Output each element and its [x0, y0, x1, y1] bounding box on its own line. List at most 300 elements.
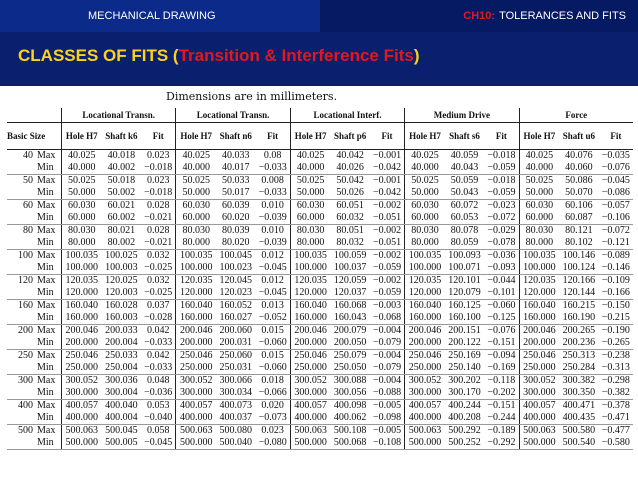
table-cell: 0.018 [261, 375, 284, 386]
table-cell: 300.170 [445, 387, 485, 400]
max-label: Max [37, 150, 56, 161]
table-cell: 80.030 [176, 225, 216, 238]
table-cell: 40.043 [445, 162, 485, 175]
table-cell: 250.004 [102, 362, 142, 375]
table-cell: −0.033 [255, 162, 290, 175]
table-cell: 60.000 [62, 212, 102, 225]
table-cell: 300.052 [519, 375, 559, 388]
table-cell: −0.089 [601, 250, 630, 261]
table-cell: 120.166 [562, 275, 596, 286]
table-cell: 50.017 [216, 187, 256, 200]
table-cell: 40.042 [336, 150, 364, 161]
table-cell: −0.109 [601, 275, 630, 286]
table-cell: 50.070 [559, 187, 599, 200]
table-cell: 200.000 [519, 337, 559, 350]
table-cell: 100.000 [405, 262, 445, 275]
table-cell: 160.000 [290, 312, 330, 325]
table-cell: −0.039 [255, 237, 290, 250]
table-cell: −0.076 [487, 325, 516, 336]
table-cell: 300.052 [290, 375, 330, 388]
table-cell: −0.121 [599, 237, 633, 250]
table-cell: 200.122 [445, 337, 485, 350]
table-cell: 160.125 [448, 300, 481, 311]
slide-title [18, 46, 420, 66]
table-cell: 250.284 [559, 362, 599, 375]
column-header-row [7, 123, 633, 150]
table-cell: 60.032 [330, 212, 370, 225]
table-cell: −0.001 [372, 150, 402, 161]
max-label: Max [37, 175, 56, 186]
basic-size-spacer [7, 108, 62, 123]
table-cell: 400.000 [519, 412, 559, 425]
table-cell: 200.000 [176, 337, 216, 350]
table-cell: 80.032 [330, 237, 370, 250]
table-cell: 40.025 [405, 150, 445, 163]
table-cell: 50.002 [102, 187, 142, 200]
table-cell: 40.026 [330, 162, 370, 175]
table-cell: −0.051 [370, 212, 405, 225]
table-cell: −0.039 [255, 212, 290, 225]
table-cell: 160.040 [519, 300, 559, 313]
table-cell: 50.000 [290, 187, 330, 200]
table-cell: 160.068 [333, 300, 367, 311]
table-cell: 300.052 [176, 375, 216, 388]
table-cell: 60.021 [107, 200, 136, 211]
table-cell: −0.021 [141, 212, 176, 225]
table-cell: 80.000 [405, 237, 445, 250]
table-cell: 40.059 [450, 150, 479, 161]
table-cell: −0.072 [601, 225, 630, 236]
table-cell: 500.063 [405, 425, 445, 438]
table-cell: 120.023 [216, 287, 256, 300]
table-cell: −0.292 [484, 437, 519, 450]
table-cell: 100.035 [176, 250, 216, 263]
table-cell: 50.000 [176, 187, 216, 200]
min-label: Min [37, 287, 62, 300]
table-cell: −0.002 [372, 200, 402, 211]
table-cell: 400.000 [290, 412, 330, 425]
table-cell: 0.037 [146, 300, 170, 311]
table-cell: −0.072 [484, 212, 519, 225]
table-cell: −0.125 [484, 312, 519, 325]
table-cell: 250.060 [219, 350, 252, 361]
table-cell: 500.063 [176, 425, 216, 438]
table-cell: 100.000 [519, 262, 559, 275]
table-cell: 0.028 [146, 200, 170, 211]
basic-size-cell: 160 [18, 300, 33, 311]
basic-size-cell [7, 362, 37, 375]
table-cell: 80.030 [290, 225, 330, 238]
table-cell: 50.026 [330, 187, 370, 200]
min-label: Min [37, 412, 62, 425]
table-cell: −0.021 [141, 237, 176, 250]
basic-size-cell: 200 [18, 325, 33, 336]
table-cell: 50.042 [336, 175, 364, 186]
table-cell: 100.037 [330, 262, 370, 275]
table-cell: 400.040 [105, 400, 138, 411]
max-label: Max [37, 225, 56, 236]
table-cell: −0.098 [370, 412, 405, 425]
table-cell: −0.118 [487, 375, 516, 386]
table-cell: 0.048 [146, 375, 170, 386]
table-cell: 500.000 [176, 437, 216, 450]
table-cell: 500.005 [102, 437, 142, 450]
table-cell: 400.000 [62, 412, 102, 425]
table-cell: 500.063 [62, 425, 102, 438]
column-header: Hole H7 [176, 123, 216, 150]
table-cell: −0.471 [599, 412, 633, 425]
table-cell: 0.015 [261, 325, 284, 336]
table-row [7, 287, 633, 300]
table-cell: −0.298 [601, 375, 630, 386]
min-label: Min [37, 312, 62, 325]
table-cell: 400.208 [445, 412, 485, 425]
table-cell: 250.046 [62, 350, 102, 363]
table-row [7, 212, 633, 225]
table-cell: 80.000 [62, 237, 102, 250]
table-cell: 500.063 [519, 425, 559, 438]
table-cell: −0.580 [599, 437, 633, 450]
table-cell: 80.000 [176, 237, 216, 250]
table-cell: 250.046 [290, 350, 330, 363]
fits-table [7, 108, 633, 450]
table-cell: 40.025 [176, 150, 216, 163]
table-cell: 400.057 [405, 400, 445, 413]
column-header: Fit [370, 123, 405, 150]
table-cell: 100.045 [219, 250, 252, 261]
table-cell: 200.079 [333, 325, 367, 336]
table-cell: 160.040 [290, 300, 330, 313]
column-header: Fit [484, 123, 519, 150]
table-cell: −0.150 [601, 300, 630, 311]
table-cell: −0.094 [487, 350, 516, 361]
table-cell: 40.018 [107, 150, 136, 161]
table-cell: −0.051 [370, 237, 405, 250]
table-cell: 40.002 [102, 162, 142, 175]
min-label: Min [37, 237, 62, 250]
table-cell: −0.382 [599, 387, 633, 400]
table-cell: 250.046 [405, 350, 445, 363]
table-cell: 120.000 [519, 287, 559, 300]
table-cell: 250.046 [176, 350, 216, 363]
table-cell: 80.020 [216, 237, 256, 250]
table-cell: 60.000 [176, 212, 216, 225]
table-row [7, 187, 633, 200]
table-cell: 400.471 [562, 400, 596, 411]
table-cell: 60.051 [336, 200, 364, 211]
table-cell: 80.039 [221, 225, 250, 236]
table-cell: −0.106 [599, 212, 633, 225]
table-cell: −0.018 [141, 162, 176, 175]
table-cell: 300.056 [330, 387, 370, 400]
table-cell: 160.000 [405, 312, 445, 325]
basic-size-cell: 250 [18, 350, 33, 361]
slide-title-main: CLASSES OF FITS [18, 46, 169, 65]
table-cell: 160.003 [102, 312, 142, 325]
table-cell: 400.057 [62, 400, 102, 413]
table-row [7, 350, 633, 363]
table-cell: 250.031 [216, 362, 256, 375]
table-cell: 80.030 [519, 225, 559, 238]
table-cell: −0.004 [372, 375, 402, 386]
table-cell: 120.035 [290, 275, 330, 288]
table-row [7, 312, 633, 325]
table-cell: 400.057 [290, 400, 330, 413]
table-cell: 60.000 [405, 212, 445, 225]
min-label: Min [37, 162, 62, 175]
table-cell: 60.030 [290, 200, 330, 213]
table-cell: −0.060 [255, 362, 290, 375]
table-cell: 60.053 [445, 212, 485, 225]
column-header: Shaft u6 [559, 123, 599, 150]
table-cell: 400.435 [559, 412, 599, 425]
table-cell: 500.000 [62, 437, 102, 450]
min-label: Min [37, 337, 62, 350]
max-label: Max [37, 300, 56, 311]
table-cell: 300.202 [448, 375, 481, 386]
table-cell: 120.037 [330, 287, 370, 300]
table-cell: 100.124 [559, 262, 599, 275]
basic-size-cell [7, 162, 37, 175]
table-cell: 40.060 [559, 162, 599, 175]
table-cell: 0.08 [263, 150, 282, 161]
table-cell: 400.244 [448, 400, 481, 411]
table-cell: 100.035 [519, 250, 559, 263]
table-row [7, 237, 633, 250]
table-cell: −0.003 [372, 300, 402, 311]
max-label: Max [37, 350, 56, 361]
table-cell: 40.025 [290, 150, 330, 163]
table-cell: 160.040 [176, 300, 216, 313]
table-cell: −0.079 [370, 337, 405, 350]
table-cell: −0.057 [601, 200, 630, 211]
min-label: Min [37, 187, 62, 200]
table-row [7, 325, 633, 338]
table-row [7, 200, 633, 213]
table-cell: 500.000 [290, 437, 330, 450]
table-cell: 400.073 [219, 400, 252, 411]
table-cell: −0.202 [484, 387, 519, 400]
table-cell: −0.151 [484, 337, 519, 350]
table-cell: 200.046 [176, 325, 216, 338]
table-cell: −0.018 [141, 187, 176, 200]
group-header: Medium Drive [405, 108, 519, 123]
table-row [7, 275, 633, 288]
table-cell: −0.313 [599, 362, 633, 375]
table-cell: 0.042 [146, 325, 170, 336]
table-row [7, 337, 633, 350]
min-label: Min [37, 362, 62, 375]
table-row [7, 262, 633, 275]
table-cell: −0.004 [372, 325, 402, 336]
table-cell: −0.045 [601, 175, 630, 186]
table-cell: 120.035 [405, 275, 445, 288]
basic-size-cell [7, 237, 37, 250]
table-cell: 160.043 [330, 312, 370, 325]
basic-size-cell [7, 287, 37, 300]
table-row [7, 412, 633, 425]
table-cell: −0.146 [599, 262, 633, 275]
max-label: Max [37, 375, 56, 386]
column-header: Shaft k6 [102, 123, 142, 150]
table-cell: −0.002 [372, 225, 402, 236]
table-cell: 400.098 [333, 400, 367, 411]
table-cell: 0.013 [261, 300, 284, 311]
basic-size-cell: 100 [18, 250, 33, 261]
table-cell: 500.108 [333, 425, 367, 436]
slide-title-close-paren: ) [413, 46, 420, 65]
table-cell: 50.025 [290, 175, 330, 188]
table-cell: 500.292 [448, 425, 481, 436]
table-cell: 250.033 [105, 350, 138, 361]
title-bar [0, 32, 638, 86]
table-cell: −0.066 [255, 387, 290, 400]
table-cell: 80.078 [450, 225, 479, 236]
table-cell: −0.169 [484, 362, 519, 375]
table-cell: 60.000 [519, 212, 559, 225]
table-cell: 120.000 [290, 287, 330, 300]
table-cell: 200.031 [216, 337, 256, 350]
table-cell: 60.020 [216, 212, 256, 225]
table-row [7, 437, 633, 450]
table-cell: 250.313 [562, 350, 596, 361]
table-cell: 0.058 [146, 425, 170, 436]
table-cell: 200.050 [330, 337, 370, 350]
table-cell: 40.025 [62, 150, 102, 163]
table-cell: 80.021 [107, 225, 136, 236]
table-cell: 100.000 [62, 262, 102, 275]
table-cell: 250.000 [62, 362, 102, 375]
basic-size-cell: 80 [23, 225, 33, 236]
table-cell: 60.072 [450, 200, 479, 211]
table-cell: 80.000 [519, 237, 559, 250]
table-cell: 120.003 [102, 287, 142, 300]
table-cell: −0.042 [370, 162, 405, 175]
chapter-label [320, 0, 638, 32]
table-cell: 100.071 [445, 262, 485, 275]
table-cell: 400.057 [519, 400, 559, 413]
column-header: Shaft s6 [445, 123, 485, 150]
chapter-title: TOLERANCES AND FITS [499, 10, 626, 22]
table-cell: 250.000 [519, 362, 559, 375]
table-cell: 160.000 [62, 312, 102, 325]
course-label: MECHANICAL DRAWING [0, 0, 320, 32]
table-cell: −0.004 [372, 350, 402, 361]
table-cell: 100.035 [62, 250, 102, 263]
table-cell: 0.023 [261, 425, 284, 436]
table-cell: −0.151 [487, 400, 516, 411]
table-cell: 500.000 [405, 437, 445, 450]
basic-size-header: Basic Size [7, 123, 62, 150]
table-cell: 80.002 [102, 237, 142, 250]
table-cell: 120.000 [62, 287, 102, 300]
column-header: Fit [255, 123, 290, 150]
table-cell: 120.025 [105, 275, 138, 286]
table-cell: 120.045 [219, 275, 252, 286]
table-cell: 50.025 [405, 175, 445, 188]
table-cell: 50.043 [445, 187, 485, 200]
table-row [7, 387, 633, 400]
table-cell: −0.052 [255, 312, 290, 325]
basic-size-cell: 400 [18, 400, 33, 411]
table-cell: 80.051 [336, 225, 364, 236]
table-body [7, 150, 633, 450]
max-label: Max [37, 400, 56, 411]
table-cell: −0.108 [370, 437, 405, 450]
table-cell: 300.052 [405, 375, 445, 388]
table-cell: 60.039 [221, 200, 250, 211]
column-header: Hole H7 [405, 123, 445, 150]
basic-size-cell [7, 387, 37, 400]
table-cell: 300.004 [102, 387, 142, 400]
column-header: Hole H7 [290, 123, 330, 150]
table-cell: 200.046 [290, 325, 330, 338]
table-cell: 500.063 [290, 425, 330, 438]
table-image [0, 86, 638, 479]
table-cell: 250.000 [176, 362, 216, 375]
max-label: Max [37, 425, 56, 436]
table-cell: −0.001 [372, 175, 402, 186]
table-cell: −0.265 [599, 337, 633, 350]
table-cell: 400.000 [176, 412, 216, 425]
table-cell: −0.018 [487, 150, 516, 161]
table-cell: 300.350 [559, 387, 599, 400]
basic-size-cell [7, 212, 37, 225]
table-cell: 500.580 [562, 425, 596, 436]
table-cell: −0.059 [484, 162, 519, 175]
table-cell: 160.190 [559, 312, 599, 325]
table-cell: 120.000 [405, 287, 445, 300]
table-cell: 250.050 [330, 362, 370, 375]
table-cell: −0.035 [601, 150, 630, 161]
basic-size-cell: 120 [18, 275, 33, 286]
slide-title-open-paren: ( [172, 46, 179, 65]
table-cell: 120.035 [176, 275, 216, 288]
table-cell: 0.023 [146, 150, 170, 161]
table-cell: −0.005 [372, 400, 402, 411]
table-cell: 80.102 [559, 237, 599, 250]
chapter-number: CH10: [463, 10, 496, 22]
table-cell: 0.008 [261, 175, 284, 186]
table-cell: 60.030 [176, 200, 216, 213]
table-cell: 200.004 [102, 337, 142, 350]
max-label: Max [37, 200, 56, 211]
basic-size-cell [7, 312, 37, 325]
min-label: Min [37, 212, 62, 225]
table-cell: 300.000 [176, 387, 216, 400]
group-header-row [7, 108, 633, 123]
table-cell: −0.002 [372, 275, 402, 286]
table-cell: −0.166 [599, 287, 633, 300]
table-cell: 160.100 [445, 312, 485, 325]
table-cell: 500.080 [219, 425, 252, 436]
table-cell: −0.189 [487, 425, 516, 436]
table-cell: 250.000 [405, 362, 445, 375]
table-cell: 500.540 [559, 437, 599, 450]
table-cell: 0.010 [261, 225, 284, 236]
table-cell: 40.000 [290, 162, 330, 175]
table-cell: 250.079 [333, 350, 367, 361]
table-cell: −0.033 [141, 337, 176, 350]
table-cell: 50.018 [107, 175, 136, 186]
table-cell: −0.073 [255, 412, 290, 425]
table-cell: 250.169 [448, 350, 481, 361]
table-cell: 50.000 [519, 187, 559, 200]
table-cell: 160.052 [219, 300, 252, 311]
table-cell: −0.040 [141, 412, 176, 425]
table-cell: −0.477 [601, 425, 630, 436]
table-cell: −0.005 [372, 425, 402, 436]
